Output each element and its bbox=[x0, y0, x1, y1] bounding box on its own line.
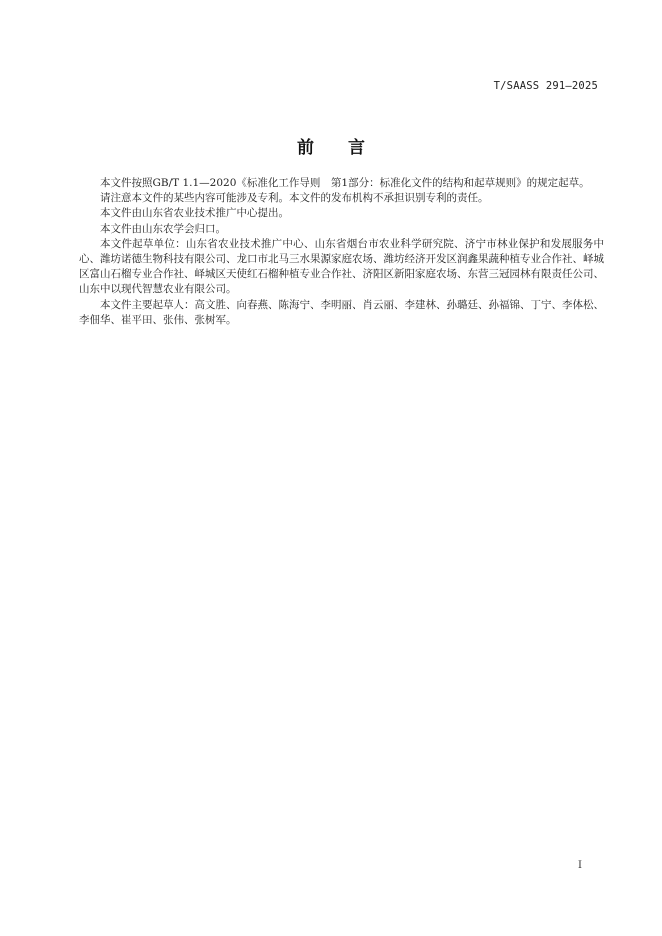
paragraph-proposer: 本文件由山东省农业技术推广中心提出。 bbox=[100, 207, 289, 220]
paragraph-patent-notice: 请注意本文件的某些内容可能涉及专利。本文件的发布机构不承担识别专利的责任。 bbox=[100, 192, 489, 205]
paragraph-drafting-basis: 本文件按照GB/T 1.1—2020《标准化工作导则 第1部分：标准化文件的结构和起草规则》的规定起草。 bbox=[100, 177, 590, 189]
page-title: 前言 bbox=[297, 138, 399, 158]
paragraph-drafting-units: 本文件起草单位：山东省农业技术推广中心、山东省烟台市农业科学研究院、济宁市林业保护和发展服务中心、潍坊诺德生物科技有限公司、龙口市北马三水果源家庭农场、潍坊经济开发区润鑫果蔬种植专业合作社、峄城区富山石榴专业合作社、峄城区天使红石榴种植专业合作社、济阳区新阳家庭农场、东营三冠园林有限责任公司、山东中以现代智慧农业有限公司。 bbox=[79, 237, 604, 296]
document-code: T/SAASS 291—2025 bbox=[493, 80, 598, 92]
page-number: I bbox=[578, 860, 582, 871]
paragraph-main-drafters: 本文件主要起草人：高文胜、向春燕、陈海宁、李明丽、肖云丽、李建林、孙璐廷、孙福锦、丁宁、李体松、李佃华、崔平田、张伟、张树军。 bbox=[79, 298, 604, 326]
foreword-body bbox=[79, 176, 604, 328]
paragraph-centralized-unit: 本文件由山东农学会归口。 bbox=[100, 222, 226, 235]
